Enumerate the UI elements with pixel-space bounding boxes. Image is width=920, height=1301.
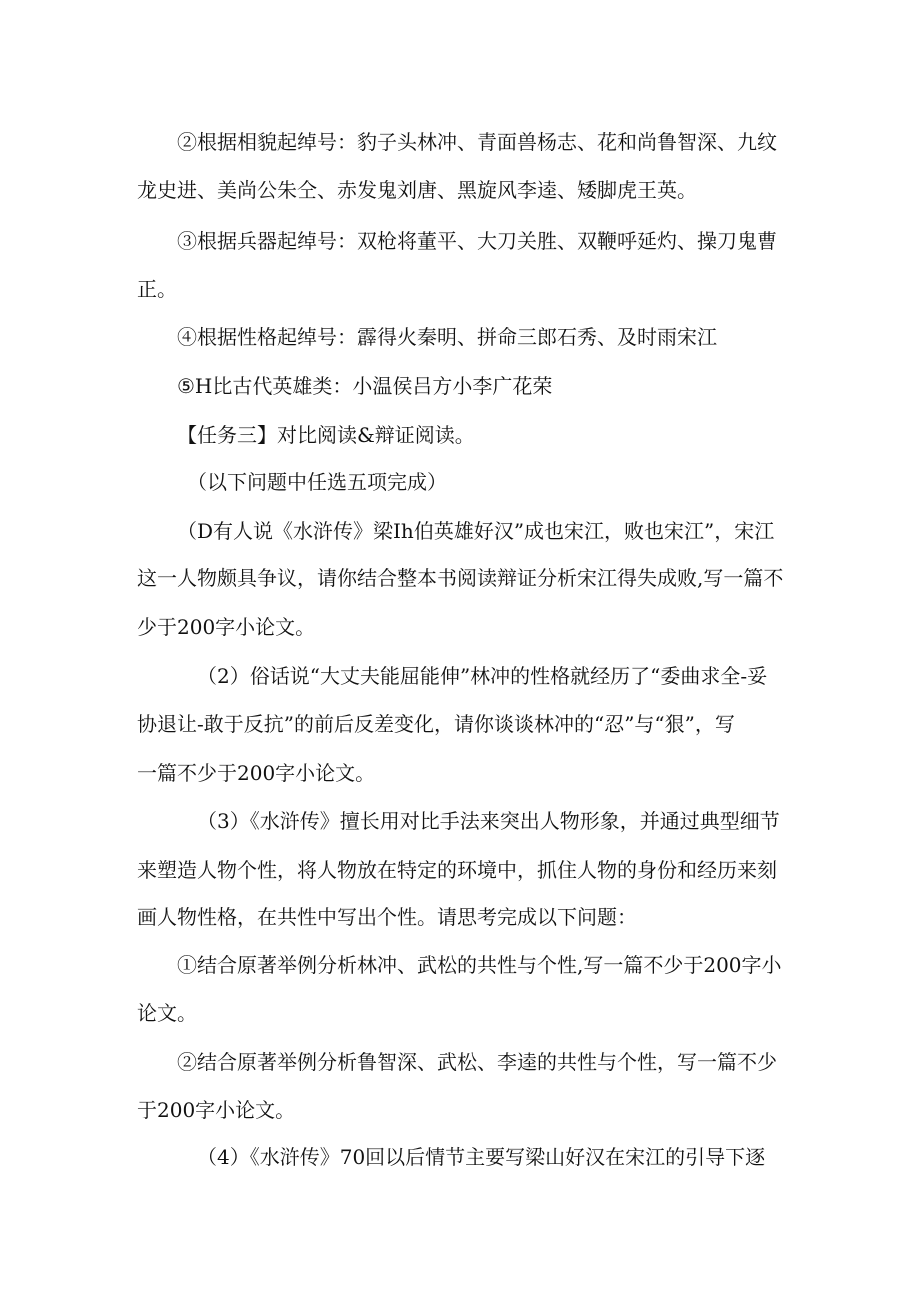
text-line: （2）俗话说“大丈夫能屈能伸”林冲的性格就经历了“委曲求全-妥: [197, 664, 768, 688]
text-line: 一篇不少于200字小论文。: [137, 761, 376, 785]
text-line: （D有人说《水浒传》梁Ih伯英雄好汉”成也宋江，败也宋江”，宋江: [177, 519, 775, 543]
text-line: 画人物性格，在共性中写出个性。请思考完成以下问题：: [137, 905, 637, 929]
text-line: ④根据性格起绰号：霹得火秦明、拼命三郎石秀、及时雨宋江: [177, 325, 717, 349]
text-line: 协退让-敢于反抗”的前后反差变化，请你谈谈林冲的“忍”与“狠”，写: [137, 712, 735, 736]
text-line: ⑤H比古代英雄类：小温侯吕方小李广花荣: [177, 374, 553, 398]
text-line: ②根据相貌起绰号：豹子头林冲、青面兽杨志、花和尚鲁智深、九纹: [177, 130, 777, 154]
text-line: ③根据兵器起绰号：双枪将董平、大刀关胜、双鞭呼延灼、操刀鬼曹: [177, 229, 777, 253]
text-line: ①结合原著举例分析林冲、武松的共性与个性,写一篇不少于200字小: [177, 953, 782, 977]
section-heading: 【任务三】对比阅读&辩证阅读。: [177, 423, 475, 447]
text-line: 龙史进、美尚公朱仝、赤发鬼刘唐、黑旋风李逵、矮脚虎王英。: [137, 178, 697, 202]
text-line: （3）《水浒传》擅长用对比手法来突出人物形象，并通过典型细节: [197, 809, 780, 833]
text-line: 于200字小论文。: [137, 1098, 296, 1122]
text-line: 少于200字小论文。: [137, 615, 316, 639]
text-line: 这一人物颇具争议，请你结合整本书阅读辩证分析宋江得失成败,写一篇不: [137, 566, 784, 590]
text-line: ②结合原著举例分析鲁智深、武松、李逵的共性与个性，写一篇不少: [177, 1050, 777, 1074]
text-line: （4）《水浒传》70回以后情节主要写梁山好汉在宋江的引导下逐: [197, 1145, 766, 1169]
text-line: 正。: [137, 277, 177, 301]
text-line: （以下问题中任选五项完成）: [187, 470, 447, 494]
text-line: 论文。: [137, 1001, 197, 1025]
text-line: 来塑造人物个性，将人物放在特定的环境中，抓住人物的身份和经历来刻: [137, 858, 777, 882]
